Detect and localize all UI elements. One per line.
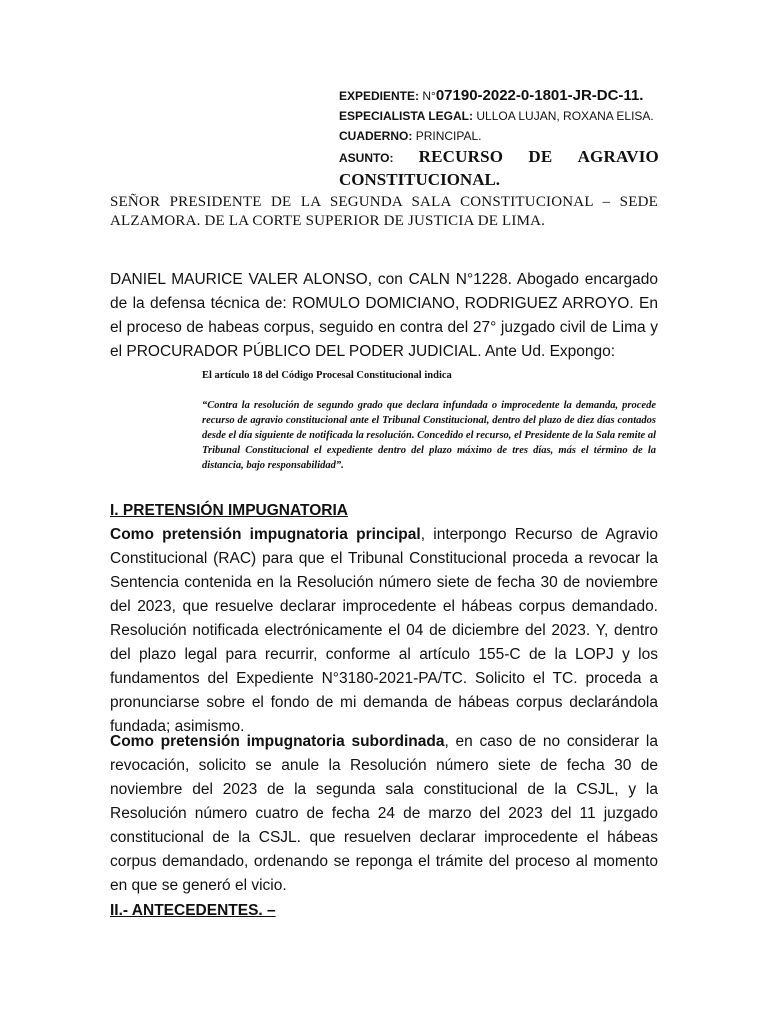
section-heading-pretension: I. PRETENSIÓN IMPUGNATORIA [110,502,348,519]
expediente-prefix: N° [422,89,436,103]
cuaderno-line [339,126,659,146]
expediente-value: 07190-2022-0-1801-JR-DC-11. [435,87,644,104]
especialista-label: ESPECIALISTA LEGAL: [339,109,474,123]
case-header [339,86,659,191]
asunto-line [339,146,659,169]
paragraph-subordinada [110,730,658,898]
asunto-label: ASUNTO: [339,151,394,165]
especialista-value: ULLOA LUJAN, ROXANA ELISA. [476,109,654,123]
cuaderno-value: PRINCIPAL. [415,129,482,143]
expediente-label: EXPEDIENTE: [339,89,420,103]
asunto-word: RECURSO [418,147,504,166]
paragraph-principal-body: , interpongo Recurso de Agravio Constitucional (RAC) para que el Tribunal Constitucional proceda a revocar la Sentencia contenida en la Resolución número siete de fecha 30 de noviembre del 2023, que resuelve declarar improcedente el hábeas corpus demandado. Resolución notificada electrónicamente el 04 de diciembre del 2023. Y, dentro del plazo legal para recurrir, conforme al artículo 155-C de la LOPJ y los fundamentos del Expediente N°3180-2021-PA/TC. Solicito el TC. proceda a pronunciarse sobre el fondo de mi demanda de hábeas corpus declarándola fundada; asimismo. [110,526,658,735]
section-heading-antecedentes: II.- ANTECEDENTES. – [110,902,276,919]
quote-text: “Contra la resolución de segundo grado que declara infundada o improcedente la demanda, procede recurso de agravio constitucional ante el Tribunal Constitucional, dentro del plazo de diez días contados desde el día siguiente de notificada la resolución. Concedido el recurso, el Presidente de la Sala remite al Tribunal Constitucional el expediente dentro del plazo máximo de tres días, más el término de la distancia, bajo responsabilidad”. [202,400,656,471]
paragraph-principal [110,523,658,739]
asunto-word: AGRAVIO [577,147,659,166]
asunto-line-2: CONSTITUCIONAL. [339,170,501,189]
asunto-word: DE [528,147,553,166]
intro-paragraph: DANIEL MAURICE VALER ALONSO, con CALN N°1228. Abogado encargado de la defensa técnica de: ROMULO DOMICIANO, RODRIGUEZ ARROYO. En el proceso de habeas corpus, seguido en contra del 27° juzgado civil de Lima y el PROCURADOR PÚBLICO DEL PODER JUDICIAL. Ante Ud. Expongo: [110,271,658,360]
addressee: SEÑOR PRESIDENTE DE LA SEGUNDA SALA CONSTITUCIONAL – SEDE ALZAMORA. DE LA CORTE SUPERIOR DE JUSTICIA DE LIMA. [110,194,658,229]
paragraph-subordinada-lead: Como pretensión impugnatoria subordinada [110,733,445,750]
paragraph-subordinada-body: , en caso de no considerar la revocación, solicito se anule la Resolución número siete de fecha 30 de noviembre del 2023 de la segunda sala constitucional de la CSJL, y la Resolución número cuatro de fecha 24 de marzo del 2023 del 11 juzgado constitucional de la CSJL. que resuelven declarar improcedente el hábeas corpus demandado, ordenando se reponga el trámite del proceso al momento en que se generó el vicio. [110,733,658,894]
cuaderno-label: CUADERNO: [339,129,413,143]
quote-title: El artículo 18 del Código Procesal Constitucional indica [202,370,452,381]
legal-quote [202,368,656,473]
expediente-line [339,86,659,106]
paragraph-principal-lead: Como pretensión impugnatoria principal [110,526,421,543]
especialista-line [339,106,659,126]
